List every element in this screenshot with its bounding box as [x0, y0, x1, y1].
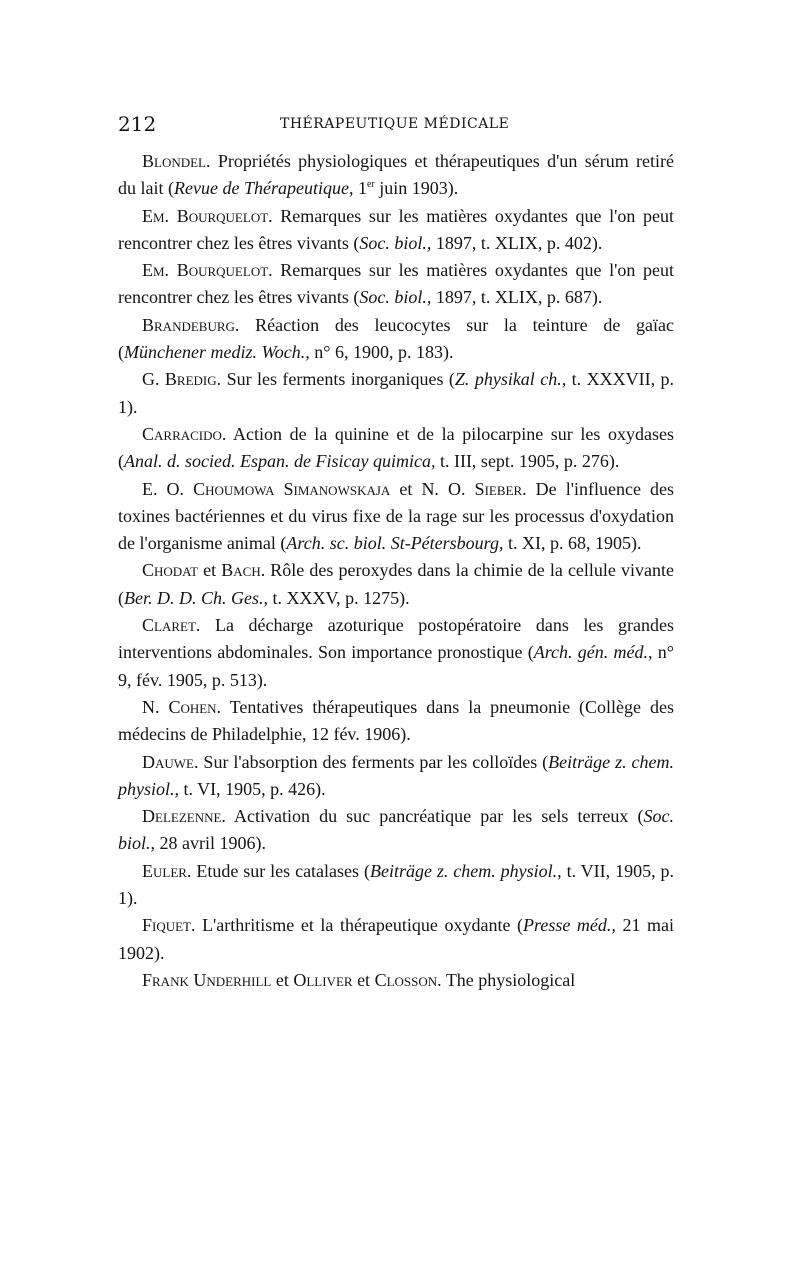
- entry-text: Rôle des peroxydes dans la chimie de la cellule vivante (: [118, 560, 674, 608]
- entry-text: 21 mai 1902).: [118, 915, 674, 963]
- entry-author: Brandeburg.: [142, 314, 240, 335]
- entry-text: La décharge azoturique postopératoire dans les grandes interventions abdominales. Son importance pronostique (: [118, 615, 674, 663]
- entry-text: The physiological: [441, 969, 576, 990]
- entry-text: Réaction des leucocytes sur la teinture de gaïac (: [118, 314, 674, 363]
- entry-text: t. VII, 1905, p. 1).: [118, 860, 674, 909]
- entry-author: Claret.: [142, 615, 201, 636]
- entry-text: t. III, sept. 1905, p. 276).: [435, 451, 620, 472]
- entry-text: Tentatives thérapeutiques dans la pneumonie (Collège des médecins de Philadelphie, 12 fév. 1906).: [118, 696, 674, 745]
- entry-text: 1897, t. XLIX, p. 687).: [431, 287, 603, 308]
- entry-text: Sur les ferments inorganiques (: [221, 369, 455, 390]
- entry-author: Delezenne.: [142, 806, 226, 827]
- bibliography-entry: [118, 612, 674, 694]
- entry-author: Frank Underhill: [142, 969, 272, 990]
- entry-source: Soc. biol.,: [359, 287, 432, 308]
- entry-text: et: [390, 478, 422, 499]
- entry-author: Closson.: [374, 969, 442, 990]
- entry-author: Chodat: [142, 560, 199, 581]
- entry-source: Z. physikal ch.,: [454, 369, 567, 390]
- entry-text: De l'influence des toxines bactériennes et du virus fixe de la rage sur les processus d'oxydation de l'organisme animal (: [118, 478, 674, 554]
- bibliography-entry: [118, 858, 674, 913]
- entry-text: t. XXXV, p. 1275).: [268, 587, 410, 608]
- entry-source: Revue de Thérapeutique,: [174, 178, 354, 199]
- entry-text: Etude sur les catalases (: [191, 860, 370, 881]
- entry-text: Propriétés physiologiques et thérapeutiques d'un sérum retiré du lait (: [118, 151, 674, 199]
- entry-author: Fiquet.: [142, 915, 196, 936]
- entry-text: t. VI, 1905, p. 426).: [179, 778, 326, 799]
- entry-text: Sur l'absorption des ferments par les colloïdes (: [198, 751, 549, 772]
- bibliography-entry: [118, 476, 674, 558]
- book-page: [118, 112, 675, 990]
- entry-source: Münchener mediz. Woch.,: [124, 342, 310, 363]
- entry-text: t. XI, p. 68, 1905).: [503, 533, 642, 554]
- bibliography-entry: [118, 203, 674, 258]
- bibliography-entry: [118, 312, 674, 367]
- entry-text: juin 1903).: [374, 178, 459, 199]
- entry-author: Em. Bourquelot.: [142, 260, 273, 281]
- page-number: 212: [118, 112, 157, 136]
- bibliography-entry: [118, 148, 674, 203]
- entry-author: N. Cohen.: [142, 696, 222, 717]
- entry-text: et: [198, 560, 222, 581]
- entry-superscript: er: [366, 179, 375, 191]
- entry-author: Euler.: [142, 860, 192, 881]
- bibliography-entry: [118, 912, 674, 967]
- entry-author: G. Bredig.: [142, 369, 222, 390]
- entry-text: Action de la quinine et de la pilocarpine sur les oxydases (: [118, 423, 674, 472]
- entry-source: Presse méd.,: [523, 915, 616, 936]
- entry-text: 1897, t. XLIX, p. 402).: [431, 232, 603, 253]
- entry-source: Beiträge z. chem. physiol.,: [118, 751, 674, 799]
- entry-text: Activation du suc pancréatique par les sels terreux (: [225, 806, 644, 827]
- entry-source: Soc. biol.,: [118, 806, 674, 854]
- entry-text: t. XXXVII, p. 1).: [118, 369, 674, 417]
- entry-source: Anal. d. socied. Espan. de Fisicay quimica,: [124, 451, 436, 472]
- bibliography-list: [118, 148, 674, 994]
- page-header: [118, 112, 674, 142]
- bibliography-entry: [118, 257, 674, 312]
- entry-text: n° 9, fév. 1905, p. 513).: [118, 642, 675, 690]
- bibliography-entry: [118, 694, 674, 749]
- entry-source: Ber. D. D. Ch. Ges.,: [124, 587, 268, 608]
- entry-source: Beiträge z. chem. physiol.,: [369, 860, 562, 881]
- bibliography-entry: [118, 967, 674, 994]
- entry-text: 28 avril 1906).: [155, 833, 266, 854]
- bibliography-entry: [118, 557, 674, 612]
- entry-author: Dauwe.: [142, 751, 199, 772]
- entry-author: Em. Bourquelot.: [142, 205, 273, 226]
- entry-source: Arch. gén. méd.,: [533, 642, 653, 663]
- entry-author: N. O. Sieber.: [421, 478, 527, 499]
- bibliography-entry: [118, 421, 674, 476]
- bibliography-entry: [118, 749, 674, 804]
- bibliography-entry: [118, 803, 674, 858]
- entry-source: Arch. sc. biol. St-Pétersbourg,: [286, 533, 504, 554]
- entry-author: Blondel.: [142, 151, 211, 171]
- entry-text: 1: [353, 178, 367, 199]
- entry-author: E. O. Choumowa Simanowskaja: [142, 478, 391, 499]
- entry-text: et: [271, 969, 294, 990]
- entry-text: Remarques sur les matières oxydantes que l'on peut rencontrer chez les êtres vivants (: [118, 260, 674, 308]
- entry-text: Remarques sur les matières oxydantes que l'on peut rencontrer chez les êtres vivants (: [118, 205, 674, 253]
- entry-text: n° 6, 1900, p. 183).: [309, 342, 454, 363]
- entry-author: Carracido.: [142, 423, 227, 444]
- entry-text: et: [352, 969, 375, 990]
- entry-author: Olliver: [293, 969, 353, 990]
- entry-text: L'arthritisme et la thérapeutique oxydante (: [195, 915, 523, 936]
- bibliography-entry: [118, 366, 674, 421]
- entry-author: Bach.: [221, 560, 266, 581]
- entry-source: Soc. biol.,: [359, 232, 432, 253]
- running-title: THÉRAPEUTIQUE MÉDICALE: [280, 116, 510, 132]
